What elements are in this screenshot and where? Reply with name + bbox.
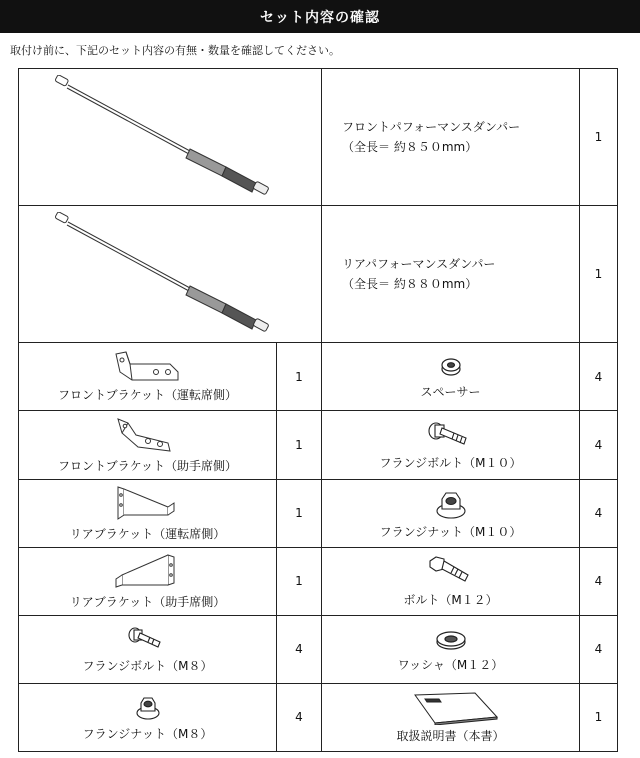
washer-icon [429, 626, 473, 654]
bolt-icon [426, 555, 476, 589]
item-label: フランジボルト（M８） [82, 658, 213, 673]
section-header [0, 0, 640, 33]
item-cell [19, 615, 277, 683]
item-label: ワッシャ（M１２） [397, 657, 504, 672]
section-title: セット内容の確認 [260, 9, 380, 26]
item-cell [19, 683, 277, 751]
item-qty: 1 [277, 547, 322, 615]
rear-bracket-passenger-icon [108, 553, 188, 591]
front-damper-name: フロントパフォーマンスダンパー [342, 120, 521, 135]
long-damper-icon [50, 212, 290, 337]
rear-damper-image-cell [19, 206, 322, 343]
rear-damper-name: リアパフォーマンスダンパー [342, 257, 496, 272]
item-cell [322, 547, 580, 615]
manual-icon [401, 691, 501, 725]
item-qty: 1 [277, 479, 322, 547]
rear-damper-desc [322, 206, 580, 343]
table-row [19, 683, 618, 751]
flange-bolt-icon [426, 420, 476, 452]
item-qty: 1 [580, 683, 618, 751]
item-cell [322, 343, 580, 411]
table-row [19, 69, 618, 206]
intro-text: 取付け前に、下記のセット内容の有無・数量を確認してください。 [10, 44, 340, 57]
table-row [19, 547, 618, 615]
item-label: ボルト（M１２） [403, 592, 498, 607]
item-label: フランジナット（M１０） [379, 524, 522, 539]
item-cell [19, 479, 277, 547]
item-qty: 4 [580, 343, 618, 411]
item-cell [19, 547, 277, 615]
item-label: フランジナット（M８） [82, 726, 213, 741]
item-qty: 4 [580, 479, 618, 547]
table-row [19, 615, 618, 683]
item-label: 取扱説明書（本書） [396, 728, 505, 743]
table-row [19, 411, 618, 479]
item-qty: 4 [580, 411, 618, 479]
front-damper-spec: （全長＝ 約８５０mm） [342, 140, 478, 155]
item-qty: 4 [277, 683, 322, 751]
rear-damper-qty: 1 [580, 206, 618, 343]
item-label: リアブラケット（助手席側） [69, 594, 226, 609]
item-cell [322, 615, 580, 683]
rear-bracket-driver-icon [108, 485, 188, 523]
item-qty: 1 [277, 343, 322, 411]
item-qty: 1 [277, 411, 322, 479]
contents-table [18, 68, 618, 752]
front-damper-image-cell [19, 69, 322, 206]
small-flange-nut-icon [130, 693, 166, 723]
flange-nut-icon [431, 487, 471, 521]
item-cell [322, 411, 580, 479]
item-label: フロントブラケット（運転席側） [57, 388, 238, 403]
item-qty: 4 [580, 615, 618, 683]
item-label: フランジボルト（M１０） [379, 455, 522, 470]
item-cell [19, 343, 277, 411]
front-bracket-driver-icon [108, 350, 188, 384]
spacer-icon [431, 353, 471, 381]
front-damper-desc [322, 69, 580, 206]
table-row [19, 479, 618, 547]
front-bracket-passenger-icon [108, 417, 188, 455]
item-cell [19, 411, 277, 479]
long-damper-icon [50, 75, 290, 200]
item-label: フロントブラケット（助手席側） [57, 458, 238, 473]
table-row [19, 343, 618, 411]
item-qty: 4 [277, 615, 322, 683]
item-cell [322, 479, 580, 547]
item-qty: 4 [580, 547, 618, 615]
table-row [19, 206, 618, 343]
rear-damper-spec: （全長＝ 約８８０mm） [342, 277, 478, 292]
front-damper-qty: 1 [580, 69, 618, 206]
small-flange-bolt-icon [126, 625, 170, 655]
item-cell [322, 683, 580, 751]
item-label: スペーサー [420, 385, 481, 400]
item-label: リアブラケット（運転席側） [69, 526, 226, 541]
